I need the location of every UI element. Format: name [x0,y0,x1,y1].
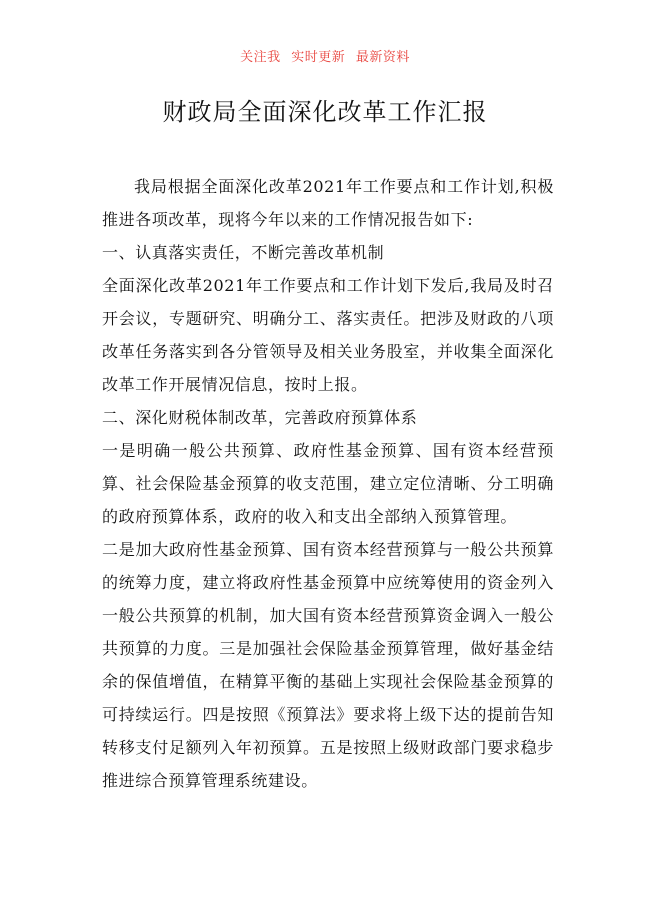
follow-me-link[interactable]: 关注我 [240,50,281,65]
section-heading-2: 二、深化财税体制改革，完善政府预算体系 [102,408,418,427]
document-title: 财政局全面深化改革工作汇报 [162,98,488,126]
intro-paragraph: 我局根据全面深化改革2021年工作要点和工作计划,积极推进各项改革，现将今年以来的工作情况报告如下: [102,177,554,229]
section-2-paragraph-2: 二是加大政府性基金预算、国有资本经营预算与一般公共预算的统筹力度，建立将政府性基金预算中应统筹使用的资金列入一般公共预算的机制，加大国有资本经营预算资金调入一般公共预算的力度。三是加强社会保险基金预算管理，做好基金结余的保值增值，在精算平衡的基础上实现社会保险基金预算的可持续运行。四是按照《预算法》要求将上级下达的提前告知转移支付足额列入年初预算。五是按照上级财政部门要求稳步推进综合预算管理系统建设。 [102,540,554,790]
header-promo-links [0,46,650,65]
section-2-paragraph-1: 一是明确一般公共预算、政府性基金预算、国有资本经营预算、社会保险基金预算的收支范围，建立定位清晰、分工明确的政府预算体系，政府的收入和支出全部纳入预算管理。 [102,441,554,526]
realtime-update-link[interactable]: 实时更新 [291,50,346,65]
section-heading-1: 一、认真落实责任，不断完善改革机制 [102,243,385,262]
section-1-paragraph: 全面深化改革2021年工作要点和工作计划下发后,我局及时召开会议，专题研究、明确分工、落实责任。把涉及财政的八项改革任务落实到各分管领导及相关业务股室，并收集全面深化改革工作开展情况信息，按时上报。 [102,276,554,394]
latest-materials-link[interactable]: 最新资料 [355,50,410,65]
document-body [102,170,554,797]
